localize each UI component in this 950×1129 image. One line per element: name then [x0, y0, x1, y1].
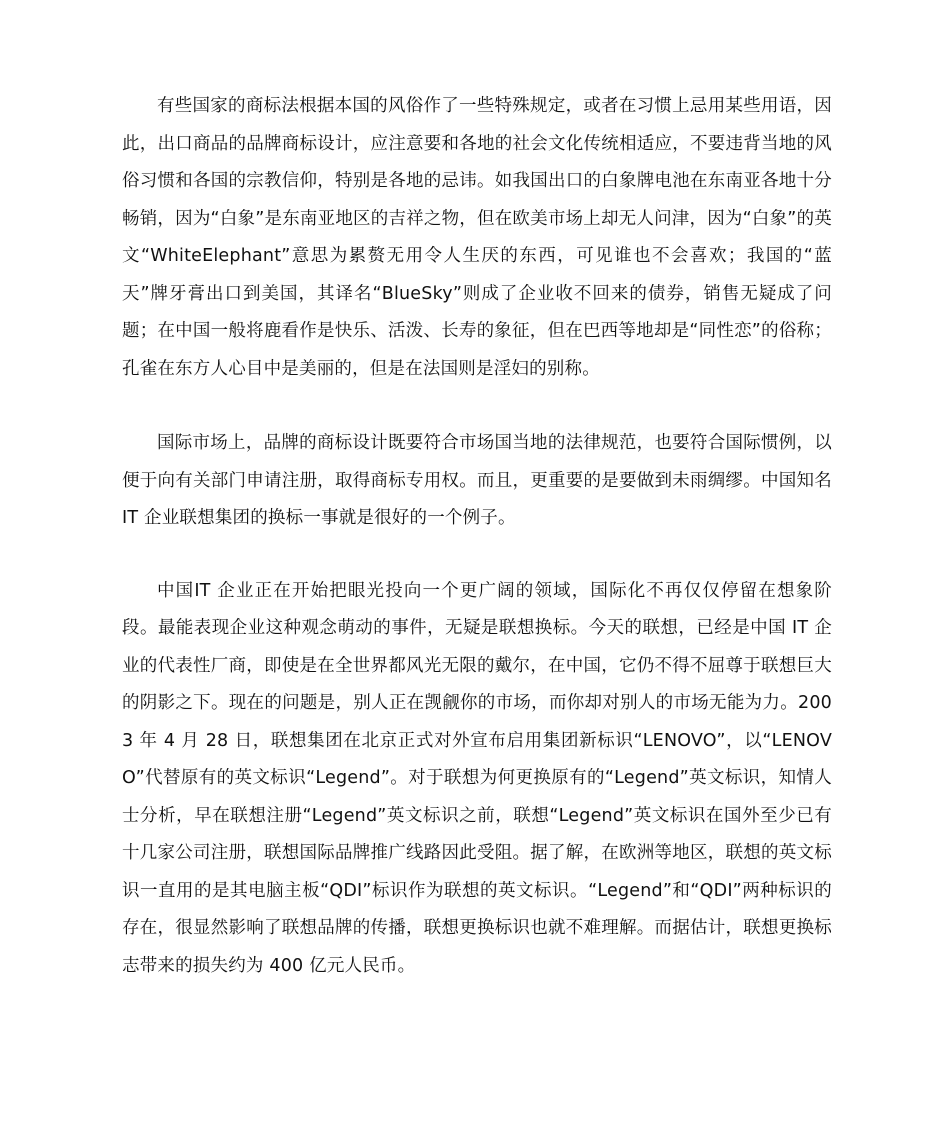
paragraph-lenovo-rebrand: 中国IT 企业正在开始把眼光投向一个更广阔的领域，国际化不再仅仅停留在想象阶段。最能表现企业这种观念萌动的事件，无疑是联想换标。今天的联想，已经是中国 IT 企业的代表性厂商，即使是在全世界都风光无限的戴尔，在中国，它仍不得不屈尊于联想巨大的阴影之下。现在的问题是，别人正在觊觎你的市场，而你却对别人的市场无能为力。2003 年 4 月 28 日，联想集团在北京正式对外宣布启用集团新标识“LENOVO”，以“LENOVO”代替原有的英文标识“Legend”。对于联想为何更换原有的“Legend”英文标识，知情人士分析，早在联想注册“Legend”英文标识之前，联想“Legend”英文标识在国外至少已有十几家公司注册，联想国际品牌推广线路因此受阻。据了解，在欧洲等地区，联想的英文标识一直用的是其电脑主板“QDI”标识作为联想的英文标识。“Legend”和“QDI”两种标识的存在，很显然影响了联想品牌的传播，联想更换标识也就不难理解。而据估计，联想更换标志带来的损失约为 400 亿元人民币。 — [122, 580, 832, 976]
paragraph-international-market: 国际市场上，品牌的商标设计既要符合市场国当地的法律规范，也要符合国际惯例，以便于向有关部门申请注册，取得商标专用权。而且，更重要的是要做到未雨绸缪。中国知名 IT 企业联想集团的换标一事就是很好的一个例子。 — [122, 433, 832, 528]
paragraph-trademark-customs: 有些国家的商标法根据本国的风俗作了一些特殊规定，或者在习惯上忌用某些用语，因此，出口商品的品牌商标设计，应注意要和各地的社会文化传统相适应，不要违背当地的风俗习惯和各国的宗教信仰，特别是各地的忌讳。如我国出口的白象牌电池在东南亚各地十分畅销，因为“白象”是东南亚地区的吉祥之物，但在欧美市场上却无人问津，因为“白象”的英文“WhiteElephant”意思为累赘无用令人生厌的东西，可见谁也不会喜欢；我国的“蓝天”牌牙膏出口到美国，其译名“BlueSky”则成了企业收不回来的债券，销售无疑成了问题；在中国一般将鹿看作是快乐、活泼、长寿的象征，但在巴西等地却是“同性恋”的俗称；孔雀在东方人心目中是美丽的，但是在法国则是淫妇的别称。 — [122, 96, 832, 379]
document-body — [122, 88, 832, 985]
